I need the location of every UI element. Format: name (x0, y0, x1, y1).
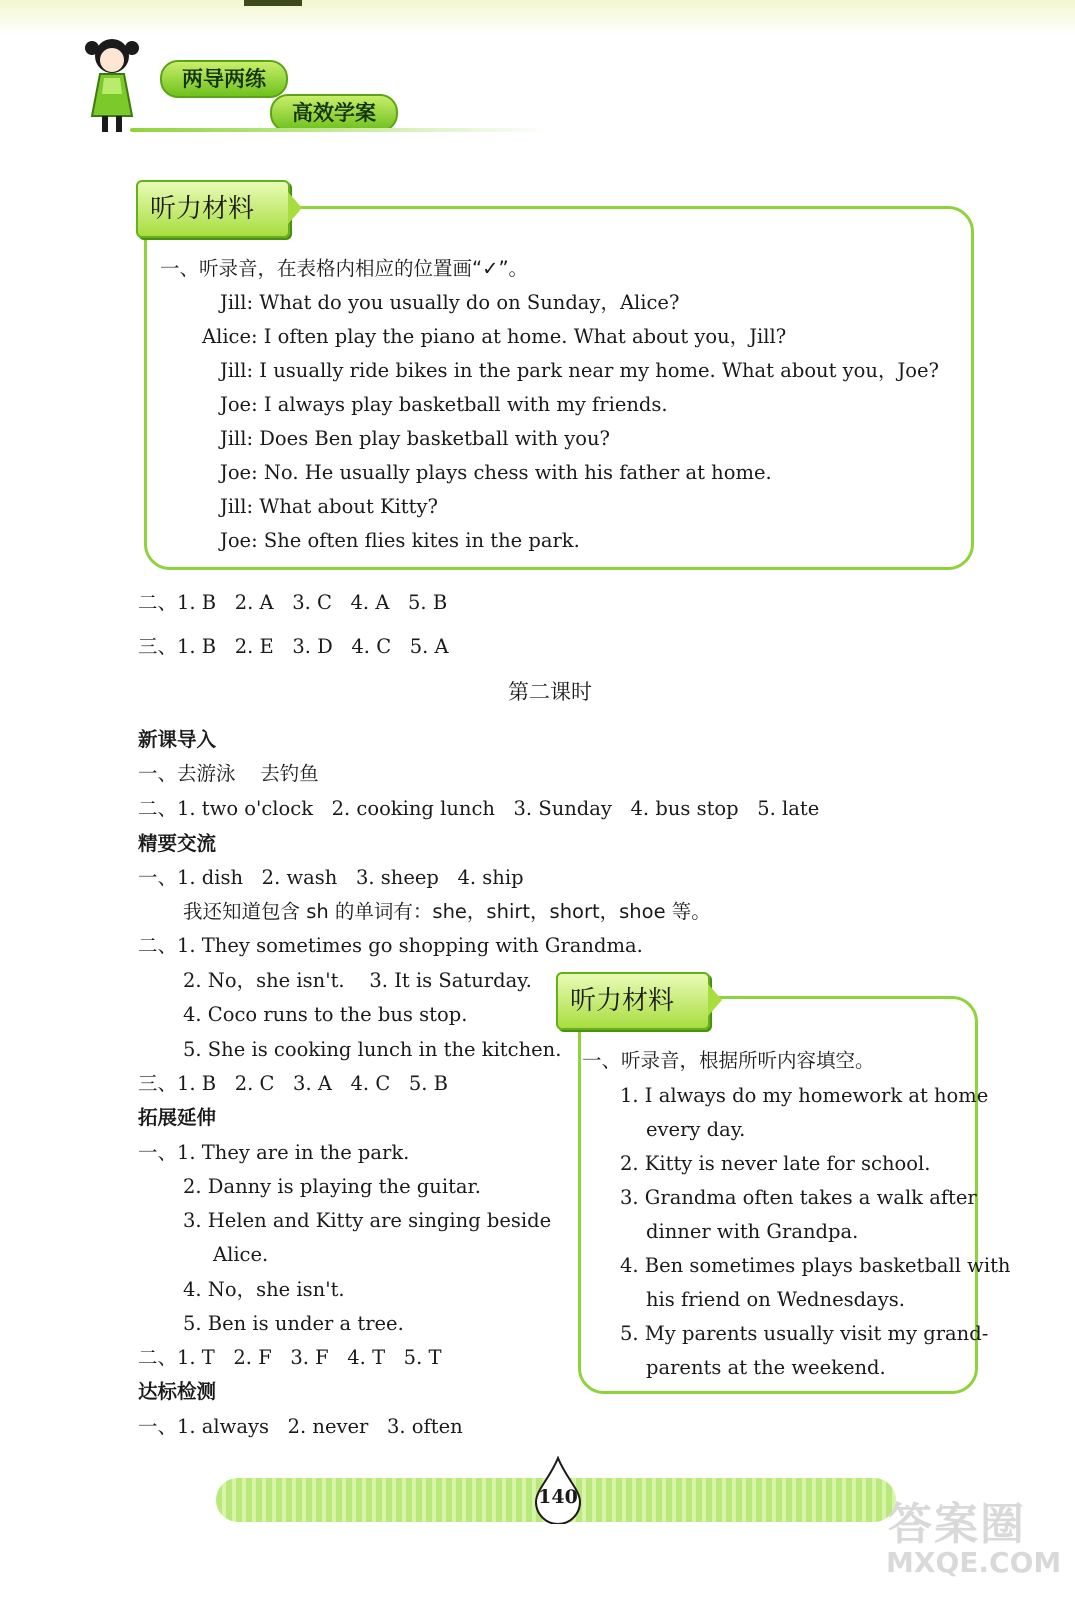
answer-line: 4. Coco runs to the bus stop. (183, 1003, 468, 1026)
listening-line: 3. Grandma often takes a walk after (620, 1186, 977, 1209)
dialogue-line: Jill: What do you usually do on Sunday，Alice? (220, 291, 680, 314)
answer-line: 我还知道包含 sh 的单词有：she，shirt，short，shoe 等。 (183, 900, 711, 923)
listening-line: his friend on Wednesdays. (646, 1288, 905, 1311)
answer-line: 一、1. always 2. never 3. often (138, 1415, 463, 1438)
answer-line: 5. She is cooking lunch in the kitchen. (183, 1038, 562, 1061)
answer-line: 二、1. They sometimes go shopping with Grandma. (138, 934, 643, 957)
dialogue-line: Jill: Does Ben play basketball with you? (220, 427, 610, 450)
answer-line: 5. Ben is under a tree. (183, 1312, 404, 1335)
section-heading: 拓展延伸 (138, 1106, 217, 1129)
watermark-url: MXQE.COM (886, 1546, 1062, 1579)
answer-line: Alice. (213, 1243, 269, 1266)
listening-line: 4. Ben sometimes plays basketball with (620, 1254, 1011, 1277)
dialogue-line: Alice: I often play the piano at home. What about you，Jill? (202, 325, 787, 348)
dialogue-line: Jill: What about Kitty? (220, 495, 438, 518)
dialogue-line: Joe: No. He usually plays chess with his father at home. (220, 461, 772, 484)
answer-line: 三、1. B 2. C 3. A 4. C 5. B (138, 1072, 448, 1095)
instruction-2: 一、听录音，根据所听内容填空。 (582, 1049, 875, 1072)
listening-line: 5. My parents usually visit my grand- (620, 1322, 989, 1345)
lesson-title: 第二课时 (508, 680, 592, 704)
answer-line: 一、1. They are in the park. (138, 1141, 410, 1164)
listening-line: parents at the weekend. (646, 1356, 886, 1379)
answer-line: 2. Danny is playing the guitar. (183, 1175, 481, 1198)
section-heading: 精要交流 (138, 832, 217, 855)
top-band (0, 0, 1075, 36)
tag-arrow-icon (708, 984, 722, 1016)
girl-mascot-icon (78, 34, 150, 136)
answer-line: 4. No，she isn't. (183, 1278, 345, 1301)
answer-line: 2. No，she isn't. 3. It is Saturday. (183, 969, 532, 992)
section-heading: 新课导入 (138, 728, 217, 751)
listening-tag-1-label: 听力材料 (150, 194, 255, 224)
answer-line: 三、1. B 2. E 3. D 4. C 5. A (138, 635, 449, 658)
listening-line: every day. (646, 1118, 746, 1141)
answer-line: 二、1. B 2. A 3. C 4. A 5. B (138, 591, 448, 614)
brand-subtitle: 高效学案 (270, 94, 398, 132)
listening-line: 2. Kitty is never late for school. (620, 1152, 931, 1175)
header-rule (130, 128, 550, 132)
listening-tag-1 (136, 180, 290, 238)
answer-line: 一、去游泳 去钓鱼 (138, 762, 319, 785)
listening-line: dinner with Grandpa. (646, 1220, 859, 1243)
answer-line: 二、1. two o'clock 2. cooking lunch 3. Sunday 4. bus stop 5. late (138, 797, 820, 820)
listening-tag-2-label: 听力材料 (570, 986, 675, 1016)
instruction-1: 一、听录音，在表格内相应的位置画“✓”。 (160, 257, 529, 280)
answer-line: 3. Helen and Kitty are singing beside (183, 1209, 552, 1232)
watermark-title: 答案圈 (888, 1499, 1026, 1550)
dialogue-line: Joe: She often flies kites in the park. (220, 529, 580, 552)
listening-line: 1. I always do my homework at home (620, 1084, 989, 1107)
dialogue-line: Jill: I usually ride bikes in the park near my home. What about you，Joe? (220, 359, 940, 382)
section-heading: 达标检测 (138, 1380, 217, 1403)
watermark (882, 1488, 1062, 1592)
page-number: 140 (538, 1486, 578, 1508)
dialogue-line: Joe: I always play basketball with my friends. (220, 393, 668, 416)
brand-title: 两导两练 (160, 60, 288, 98)
top-band-mark (244, 0, 302, 6)
tag-arrow-icon (288, 192, 302, 224)
listening-tag-2 (556, 972, 710, 1030)
answer-line: 二、1. T 2. F 3. F 4. T 5. T (138, 1346, 442, 1369)
answer-line: 一、1. dish 2. wash 3. sheep 4. ship (138, 866, 524, 889)
